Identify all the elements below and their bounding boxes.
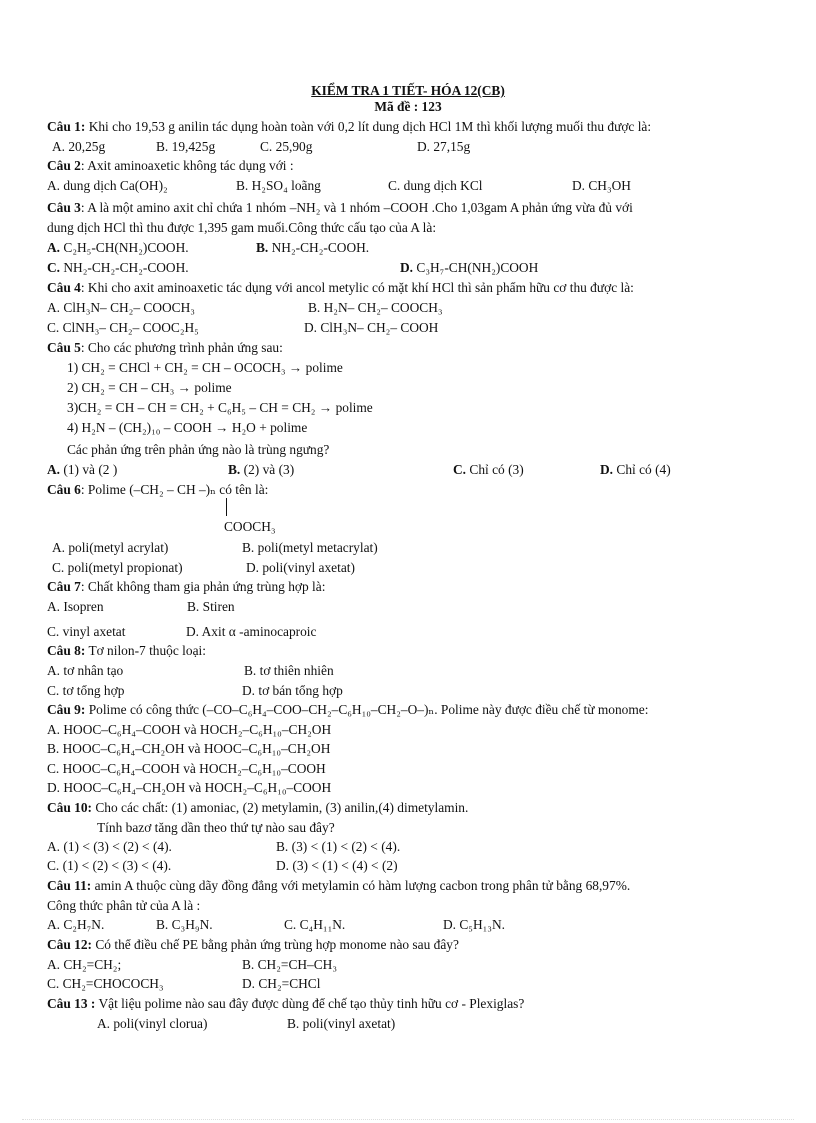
option-c: C. dung dịch KCl <box>388 178 483 193</box>
question-number: Câu 6 <box>47 482 81 497</box>
option-b: B. H₂N– CH₂– COOCH₃ <box>308 300 443 315</box>
option-text: C₃H₇-CH(NH₂)COOH <box>416 260 539 275</box>
option-c: C. tơ tổng hợp <box>47 683 125 698</box>
option-key: D. <box>600 462 614 477</box>
question-5 <box>47 340 283 356</box>
option-c: C. ClNH₃– CH₂– COOC₂H₅ <box>47 320 199 335</box>
option-d: D. poli(vinyl axetat) <box>246 560 355 575</box>
option-a: A. CH₂=CH₂; <box>47 957 122 972</box>
option-c: C. C₄H₁₁N. <box>284 917 346 932</box>
question-number: Câu 12: <box>47 937 93 952</box>
reaction-4: 4) H₂N – (CH₂)₁₀ – COOH → H₂O + polime <box>67 420 308 435</box>
option-b: B. tơ thiên nhiên <box>244 663 334 678</box>
option-key: A. <box>47 240 61 255</box>
question-number: Câu 5 <box>47 340 81 355</box>
option-a <box>47 240 189 256</box>
question-text: Khi cho 19,53 g anilin tác dụng hoàn toàn với 0,2 lít dung dịch HCl 1M thì khối lượng muối thu được là: <box>88 119 652 134</box>
question-10 <box>47 800 468 816</box>
option-c <box>453 462 524 478</box>
option-b: B. H₂SO₄ loãng <box>236 178 321 193</box>
question-text: : Chất không tham gia phản ứng trùng hợp là: <box>80 579 326 594</box>
question-text: Cho các chất: (1) amoniac, (2) metylamin, (3) anilin,(4) dimetylamin. <box>95 800 469 815</box>
option-c: C. 25,90g <box>260 139 313 154</box>
option-c: C. vinyl axetat <box>47 624 126 639</box>
option-text: C₂H₅-CH(NH₂)COOH. <box>63 240 189 255</box>
option-a <box>47 462 117 478</box>
question-number: Câu 11: <box>47 878 92 893</box>
question-8 <box>47 643 206 659</box>
option-d: D. CH₂=CHCl <box>242 976 321 991</box>
option-text: (2) và (3) <box>243 462 295 477</box>
question-number: Câu 13 : <box>47 996 96 1011</box>
question-text: : Cho các phương trình phản ứng sau: <box>80 340 283 355</box>
option-d: D. (3) < (1) < (4) < (2) <box>276 858 398 873</box>
question-1 <box>47 119 651 135</box>
option-a: A. HOOC–C₆H₄–COOH và HOCH₂–C₆H₁₀–CH₂OH <box>47 722 332 737</box>
option-a: A. (1) < (3) < (2) < (4). <box>47 839 172 854</box>
option-key: C. <box>47 260 61 275</box>
question-5-ask: Các phản ứng trên phản ứng nào là trùng ngưng? <box>67 442 330 457</box>
option-b: B. Stiren <box>187 599 235 614</box>
option-c: C. (1) < (2) < (3) < (4). <box>47 858 172 873</box>
polymer-branch: COOCH₃ <box>224 519 276 534</box>
option-text: NH₂-CH₂-COOH. <box>271 240 370 255</box>
exam-code: Mã đề : 123 <box>374 99 442 114</box>
option-b: B. poli(metyl metacrylat) <box>242 540 378 555</box>
option-a: A. 20,25g <box>52 139 106 154</box>
question-3 <box>47 200 633 216</box>
option-d: D. Axit α -aminocaproic <box>186 624 317 639</box>
question-3-cont: dung dịch HCl thì thu được 1,395 gam muối.Công thức cấu tạo của A là: <box>47 220 437 235</box>
option-key: A. <box>47 462 61 477</box>
option-d: D. tơ bán tổng hợp <box>242 683 343 698</box>
polymer-branch-bond <box>226 498 227 516</box>
option-text: (1) và (2 ) <box>63 462 118 477</box>
question-number: Câu 4 <box>47 280 81 295</box>
option-d: D. C₅H₁₃N. <box>443 917 505 932</box>
question-text: Tơ nilon-7 thuộc loại: <box>88 643 206 658</box>
option-b: B. poli(vinyl axetat) <box>287 1016 396 1031</box>
option-d <box>400 260 538 276</box>
question-6 <box>47 482 268 498</box>
option-text: Chỉ có (3) <box>469 462 524 477</box>
option-b: B. HOOC–C₆H₄–CH₂OH và HOOC–C₆H₁₀–CH₂OH <box>47 741 331 756</box>
question-text: Có thể điều chế PE bằng phản ứng trùng hợp monome nào sau đây? <box>95 937 459 952</box>
page-bottom-divider <box>22 1119 794 1120</box>
question-number: Câu 9: <box>47 702 86 717</box>
reaction-1: 1) CH₂ = CHCl + CH₂ = CH – OCOCH₃ → polime <box>67 360 343 375</box>
option-text: Chỉ có (4) <box>616 462 671 477</box>
question-10-ask: Tính bazơ tăng dần theo thứ tự nào sau đây? <box>97 820 335 835</box>
question-2 <box>47 158 294 174</box>
reaction-2: 2) CH₂ = CH – CH₃ → polime <box>67 380 232 395</box>
option-d <box>600 462 671 478</box>
option-a: A. tơ nhân tạo <box>47 663 124 678</box>
option-b: B. CH₂=CH–CH₃ <box>242 957 338 972</box>
option-d: D. HOOC–C₆H₄–CH₂OH và HOCH₂–C₆H₁₀–COOH <box>47 780 332 795</box>
question-number: Câu 10: <box>47 800 93 815</box>
question-number: Câu 2 <box>47 158 81 173</box>
question-number: Câu 8: <box>47 643 86 658</box>
option-b <box>228 462 294 478</box>
question-text: : Axit aminoaxetic không tác dụng với : <box>80 158 294 173</box>
option-key: C. <box>453 462 467 477</box>
question-text: amin A thuộc cùng dãy đồng đẳng với metylamin có hàm lượng cacbon trong phân tử bằng 68,97%. <box>94 878 631 893</box>
option-text: NH₂-CH₂-CH₂-COOH. <box>63 260 189 275</box>
option-a: A. Isopren <box>47 599 104 614</box>
option-d: D. 27,15g <box>417 139 471 154</box>
option-key: B. <box>256 240 269 255</box>
question-9 <box>47 702 648 718</box>
option-c <box>47 260 189 276</box>
question-text: Vật liệu polime nào sau đây được dùng để chế tạo thủy tinh hữu cơ - Plexiglas? <box>98 996 525 1011</box>
option-b: B. (3) < (1) < (2) < (4). <box>276 839 401 854</box>
option-c: C. poli(metyl propionat) <box>52 560 183 575</box>
question-11 <box>47 878 630 894</box>
option-a: A. C₂H₇N. <box>47 917 105 932</box>
option-c: C. CH₂=CHOCOCH₃ <box>47 976 164 991</box>
option-c: C. HOOC–C₆H₄–COOH và HOCH₂–C₆H₁₀–COOH <box>47 761 326 776</box>
option-key: B. <box>228 462 241 477</box>
option-d: D. ClH₃N– CH₂– COOH <box>304 320 439 335</box>
option-b: B. 19,425g <box>156 139 216 154</box>
option-a: A. dung dịch Ca(OH)₂ <box>47 178 168 193</box>
question-13 <box>47 996 524 1012</box>
option-a: A. poli(metyl acrylat) <box>52 540 169 555</box>
question-12 <box>47 937 459 953</box>
option-key: D. <box>400 260 414 275</box>
question-text: : A là một amino axit chỉ chứa 1 nhóm –NH₂ và 1 nhóm –COOH .Cho 1,03gam A phản ứng vừa đủ với <box>80 200 633 215</box>
question-4 <box>47 280 634 296</box>
question-number: Câu 1: <box>47 119 86 134</box>
question-text: : Polime (–CH₂ – CH –)ₙ có tên là: <box>80 482 269 497</box>
reaction-3: 3)CH₂ = CH – CH = CH₂ + C₆H₅ – CH = CH₂ → polime <box>67 400 373 415</box>
question-text: : Khi cho axit aminoaxetic tác dụng với ancol metylic có mặt khí HCl thì sản phẩm hữu cơ thu được là: <box>80 280 634 295</box>
question-11-ask: Công thức phân tử của A là : <box>47 898 201 913</box>
option-b <box>256 240 369 256</box>
option-a: A. ClH₃N– CH₂– COOCH₃ <box>47 300 195 315</box>
option-b: B. C₃H₉N. <box>156 917 213 932</box>
question-number: Câu 7 <box>47 579 81 594</box>
question-text: Polime có công thức (–CO–C₆H₄–COO–CH₂–C₆H₁₀–CH₂–O–)ₙ. Polime này được điều chế từ monome: <box>88 702 649 717</box>
exam-title: KIỂM TRA 1 TIẾT- HÓA 12(CB) <box>311 83 505 98</box>
question-number: Câu 3 <box>47 200 81 215</box>
option-a: A. poli(vinyl clorua) <box>97 1016 208 1031</box>
option-d: D. CH₃OH <box>572 178 631 193</box>
question-7 <box>47 579 325 595</box>
